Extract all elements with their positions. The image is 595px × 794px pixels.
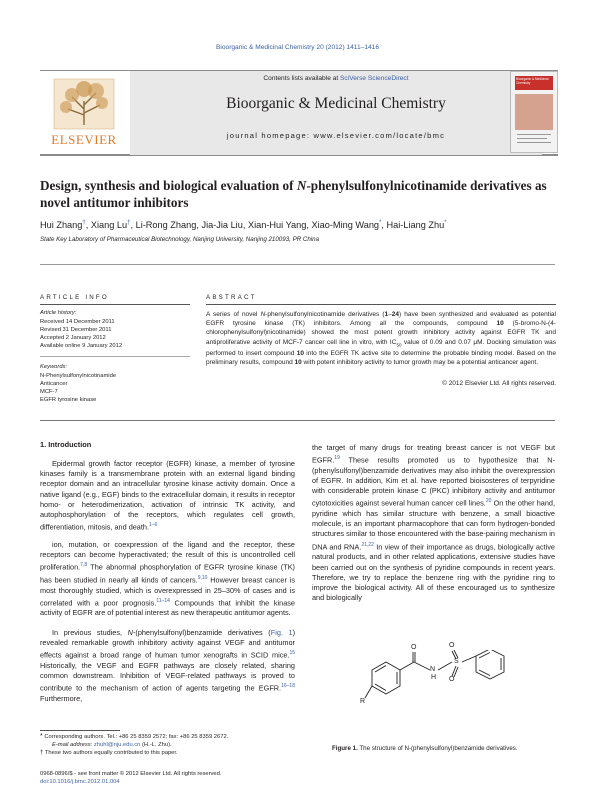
atom-label-N: N — [430, 666, 436, 673]
reference-link[interactable]: 9,10 — [197, 575, 208, 582]
reference-link[interactable]: 1–6 — [148, 522, 158, 529]
abstract-copyright: © 2012 Elsevier Ltd. All rights reserved. — [442, 380, 556, 387]
article-info-rule — [40, 304, 190, 305]
corresponding-author-note: * Corresponding authors. Tel.: +86 25 8359 2572; fax: +86 25 8359 2672. — [40, 733, 229, 740]
author-mark[interactable]: * — [444, 220, 447, 226]
journal-homepage: journal homepage: www.elsevier.com/locate/bmc — [226, 131, 446, 140]
footnotes — [40, 733, 300, 757]
affiliation: State Key Laboratory of Pharmaceutical Biotechnology, Nanjing University, Nanjing 210093, PR China — [40, 236, 320, 243]
contents-line: Contents lists available at SciVerse ScienceDirect — [263, 75, 409, 82]
reference-link[interactable]: 20 — [485, 498, 492, 505]
reference-link[interactable]: 11–14 — [156, 597, 170, 604]
sciencedirect-link[interactable]: SciVerse ScienceDirect — [340, 75, 409, 82]
journal-name: Bioorganic & Medicinal Chemistry — [226, 95, 446, 112]
email-note: E-mail address: zhuhl@nju.edu.cn (H.-L. Zhu). — [52, 742, 172, 748]
cover-image — [515, 94, 553, 130]
footnote-rule — [40, 730, 120, 731]
figure-1-caption: Figure 1. The structure of N-(phenylsulfonyl)benzamide derivatives. — [332, 745, 518, 752]
abstract-rule — [206, 304, 556, 305]
reference-link[interactable]: 16–18 — [281, 683, 295, 690]
email-link[interactable]: zhuhl@nju.edu.cn — [93, 742, 141, 748]
figure-1-structure[interactable] — [352, 642, 542, 722]
keyword-item: Anticancer — [40, 381, 68, 387]
author-name[interactable]: Xian-Hui Yang — [247, 220, 307, 231]
keyword-item: MCF-7 — [40, 389, 58, 395]
reference-link[interactable]: 21,22 — [361, 541, 374, 548]
author-mark[interactable]: * — [379, 220, 382, 226]
article-info-label: ARTICLE INFO — [40, 294, 109, 301]
reference-link[interactable]: 7,8 — [80, 562, 88, 569]
atom-label-R: R — [360, 698, 366, 705]
reference-link[interactable]: 19 — [334, 455, 340, 462]
intro-paragraph-3: In previous studies, N-(phenylsulfonyl)benzamide derivatives (Fig. 1) revealed remarkable growth inhibitory activity against VEGF and antitumor effects against a broad range of human tumor xenografts in SCID mice.$^{15}$ Historically, the VEGF and EGFR pathways are closely related, sharing common downstream. Inhibition of VEGF-related pathways is proved to contribute to the mechanism of action of agents targeting the EGFR.$^{16-18}$ Furthermore, — [40, 628, 296, 704]
elsevier-logo[interactable] — [40, 75, 128, 153]
atom-label-O: O — [449, 642, 455, 649]
issn-line: 0968-0896/$ - see front matter © 2012 Elsevier Ltd. All rights reserved. — [40, 771, 222, 777]
keywords-rule — [40, 356, 190, 357]
history-item: Received 14 December 2011 — [40, 319, 115, 325]
author-name[interactable]: Xiao-Ming Wang — [311, 220, 380, 231]
author-mark[interactable]: † — [82, 220, 86, 226]
reference-link[interactable]: 15 — [289, 650, 295, 657]
section-divider — [40, 264, 555, 265]
author-name[interactable]: Li-Rong Zhang — [135, 220, 197, 231]
journal-header — [40, 70, 558, 156]
figure-link[interactable]: Fig. 1 — [270, 628, 293, 637]
atom-label-O: O — [449, 676, 455, 683]
journal-banner — [130, 71, 542, 155]
equal-contribution-note: † These two authors equally contributed to this paper. — [40, 750, 178, 756]
intro-paragraph-4: the target of many drugs for treating breast cancer is not VEGF but EGFR.$^{19}$ These results promoted us to hypothesize that N-(phenylsulfonyl)benzamide derivatives may also inhibit the overexpression of EGFR. In addition, Kim et al. have reported bioisosteres of terpyridine with considerable protein kinase C (PKC) inhibitory activity and antitumor cytotoxicities against several human cancer cell lines.$^{20}$ On the other hand, pyridine which has similar structure with benzene, a small bioactive molecule, is an important pharmacophore that can form hydrogen-bonded structures similar to those encountered with the base-pairing mechanism in DNA and RNA.$^{21,22}$ In view of their importance as drugs, biologically active natural products, and in other related applications, extensive studies have been carried out on the synthesis of pyridine compounds in recent years. Therefore, we try to replace the benzene ring with the pyridine ring to improve the biological activity. All of these encouraged us to synthesize and biologically — [312, 443, 555, 603]
chemical-structure-diagram — [352, 650, 542, 722]
journal-cover-thumbnail[interactable] — [510, 71, 558, 153]
atom-label-H: H — [431, 674, 437, 681]
atom-label-O: O — [411, 644, 417, 651]
keyword-item: N-Phenylsulfonylnicotinamide — [40, 373, 117, 379]
abstract-label: ABSTRACT — [206, 294, 257, 301]
elsevier-wordmark: ELSEVIER — [51, 132, 117, 147]
doi-link[interactable]: doi:10.1016/j.bmc.2012.01.004 — [40, 779, 120, 785]
author-name[interactable]: Hai-Liang Zhu — [386, 220, 445, 231]
keywords-label: Keywords: — [40, 364, 68, 370]
abstract-text: A series of novel N-phenylsulfonylnicotinamide derivatives (1–24) have been synthesized and evaluated as potential EGFR tyrosine kinase (TK) inhibitors. Among all the compounds, compound 10 (5-bromo-N-(4-chlorophenylsulfonyl)nicotinamide) showed the most potent growth inhibitory activity against EGFR TK and antiproliferative activity of MCF-7 cancer cell line in vitro, with $IC_{50}$ value of 0.09 and 0.07 μM. Docking simulation was performed to insert compound 10 into the EGFR TK active site to determine the probable binding model. Based on the preliminary results, compound 10 with potent inhibitory activity to tumor growth may be a potential anticancer agent. — [206, 311, 556, 367]
keywords-list — [40, 372, 190, 404]
atom-label-S: S — [454, 658, 459, 665]
author-mark[interactable]: † — [127, 220, 131, 226]
author-name[interactable]: Jia-Jia Liu — [201, 220, 243, 231]
history-item: Accepted 2 January 2012 — [40, 335, 106, 341]
journal-citation[interactable]: Bioorganic & Medicinal Chemistry 20 (2012) 1411–1416 — [216, 44, 379, 51]
abstract-bottom-rule — [40, 420, 555, 421]
author-name[interactable]: Hui Zhang — [40, 220, 83, 231]
cover-title: Bioorganic & Medicinal Chemistry — [516, 77, 549, 85]
author-name[interactable]: Xiang Lu — [90, 220, 128, 231]
intro-paragraph-1: Epidermal growth factor receptor (EGFR) kinase, a member of tyrosine kinases family is a transmembrane protein with an external ligand binding receptor domain and an intracellular tyrosine kinase activity domain. Once a native ligand (e.g., EGF) binds to the extracellular domain, it results in receptor homo- or heterodimerization, activation of intrinsic TK activity, and autophosphorylation of the receptors, which regulates cell growth, differentiation, mitosis, and death.$^{1-6}$ — [40, 459, 295, 532]
history-label: Article history: — [40, 310, 77, 316]
intro-paragraph-2: ion, mutation, or coexpression of the ligand and the receptor, these receptors can become hyperactivated; the result of this is uncontrolled cell proliferation.$^{7,8}$ The abnormal phosphorylation of EGFR tyrosine kinase (TK) has been studied in nearly all kinds of cancers.$^{9,10}$ However breast cancer is most thoroughly studied, which is overexpressed in 25–30% of cases and is correlated with a poor prognosis.$^{11-14}$ Compounds that inhibit the kinase activity of EGFR are of potential interest as new therapeutic antitumor agents. — [40, 540, 295, 618]
history-item: Revised 31 December 2011 — [40, 327, 112, 333]
article-title: Design, synthesis and biological evaluation of N-phenylsulfonylnicotinamide derivatives as novel antitumor inhibitors — [40, 178, 547, 210]
history-list — [40, 318, 190, 350]
history-item: Available online 9 January 2012 — [40, 343, 123, 349]
keyword-item: EGFR tyrosine kinase — [40, 397, 97, 403]
homepage-link[interactable]: www.elsevier.com/locate/bmc — [313, 131, 446, 140]
section-heading-introduction: 1. Introduction — [40, 440, 92, 449]
author-list: Hui Zhang†, Xiang Lu†, Li-Rong Zhang, Jia-Jia Liu, Xian-Hui Yang, Xiao-Ming Wang*, Hai-Liang Zhu* — [40, 220, 447, 231]
